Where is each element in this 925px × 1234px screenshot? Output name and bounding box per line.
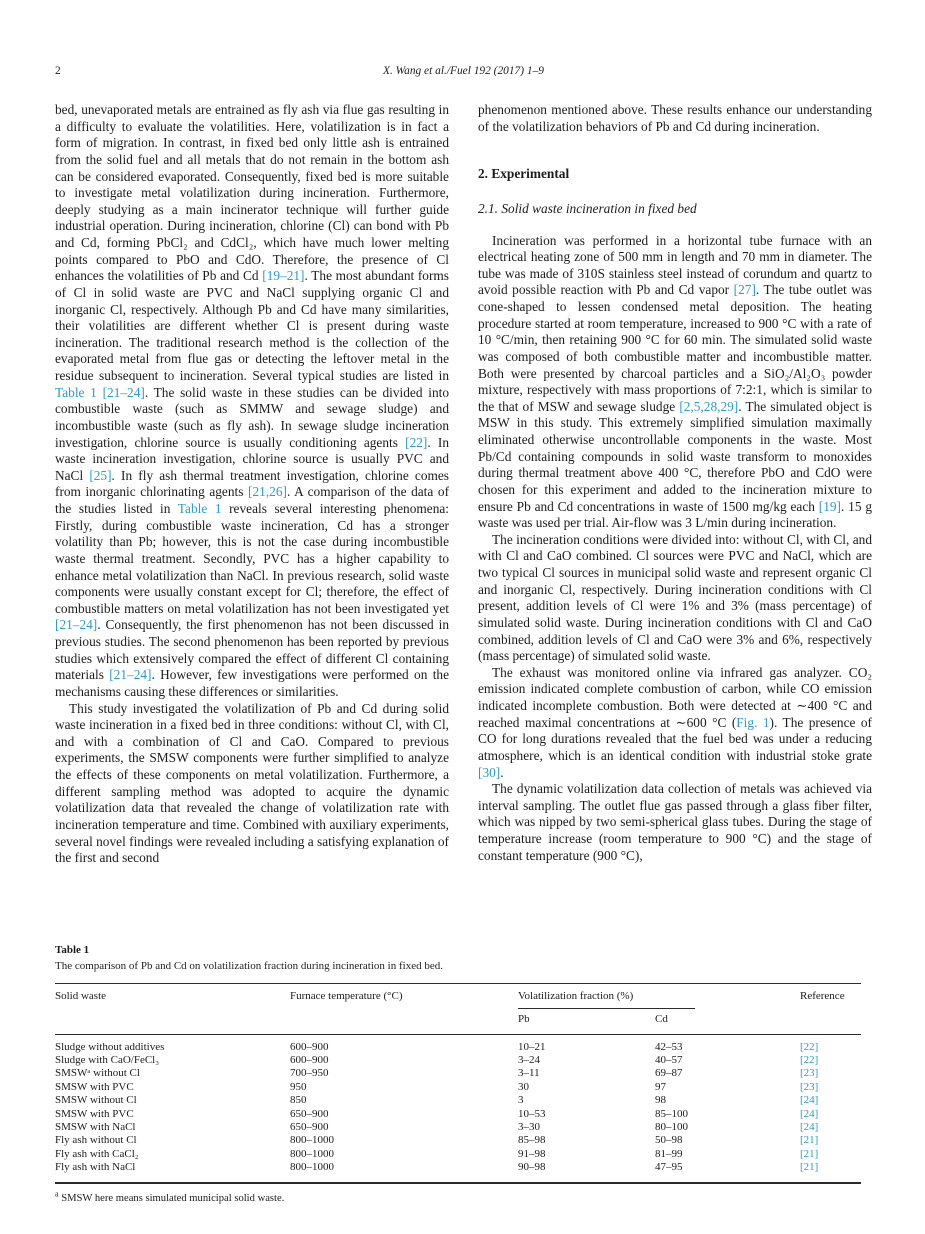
table-cell-pb: 10–21 [518,1040,546,1053]
table-cell-cd: 69–87 [655,1067,683,1080]
table-cell-cd: 80–100 [655,1121,688,1134]
table-cell-pb: 90–98 [518,1161,546,1174]
column-header-cd: Cd [655,1013,668,1026]
reference-link[interactable]: [21] [800,1134,819,1147]
running-header [55,65,872,81]
table-cell-cd: 47–95 [655,1161,683,1174]
table-cell-cd: 81–99 [655,1147,683,1160]
subsection-heading: 2.1. Solid waste incineration in fixed bed [478,200,697,216]
citation-link[interactable]: [27] [733,282,756,298]
table-cell-furnace-temp: 800–1000 [290,1134,334,1147]
table-cell-cd: 85–100 [655,1107,688,1120]
table-cell-cd: 97 [655,1080,666,1093]
table-cell-furnace-temp: 800–1000 [290,1147,334,1160]
table-row [55,1067,861,1080]
reference-link[interactable]: [22] [800,1054,819,1067]
left-column [55,102,449,867]
body-paragraph: The dynamic volatilization data collection of metals was achieved via interval sampling. The outlet flue gas passed through a glass fiber filter, which was nipped by two semi-spherical glass tubes. During the stage of temperature increase (room temperature to 900 °C) and the stage of constant temperature (900 °C), [478,781,872,863]
table-cell-solid-waste: Fly ash with NaCl [55,1161,136,1174]
body-paragraph: phenomenon mentioned above. These results enhance our understanding of the volatilization behaviors of Pb and Cd during incineration. [478,102,872,134]
citation-link[interactable]: [2,5,28,29] [679,398,739,414]
reference-link[interactable]: [23] [800,1067,819,1080]
table-cell-furnace-temp: 950 [290,1080,307,1093]
reference-link[interactable]: [21] [800,1147,819,1160]
column-header-furnace-temperature: Furnace temperature (°C) [290,989,403,1002]
citation-link[interactable]: Table 1 [55,384,97,400]
citation-link[interactable]: [25] [89,467,112,483]
table-cell-reference [800,1041,861,1054]
body-paragraph: This study investigated the volatilization of Pb and Cd during solid waste incineration in a fixed bed in three conditions: without Cl, with Cl, and with a combination of Cl and CaO. Compared to previous experiments, the SMSW components were further simplified to analyze the effects of these components on metal volatilization. Furthermore, a different sampling method was adopted to acquire the dynamic volatilization data that revealed the change of volatilization rate with incineration temperature and time. Combined with auxiliary experiments, several novel findings were revealed including a satisfying explanation of the first and second [55,700,449,866]
column-header-volatilization-fraction: Volatilization fraction (%) [518,990,800,1009]
table-cell-furnace-temp: 850 [290,1094,307,1107]
citation-link[interactable]: Fig. 1 [736,714,770,730]
table-cell-furnace-temp: 650–900 [290,1121,329,1134]
table-cell-furnace-temp: 800–1000 [290,1161,334,1174]
page-number: 2 [55,65,61,77]
table-cell-furnace-temp: 650–900 [290,1107,329,1120]
table-footnote [55,1189,861,1205]
table-body [55,1035,861,1182]
body-paragraph: bed, unevaporated metals are entrained as fly ash via flue gas resulting in a difficulty to evaluate the volatilities. Here, volatilization is in fact a form of migration. In contrast, in fixed bed only little ash is entrained from the solid fuel and all metals that do not remain in the bottom ash can be considered evaporated. Consequently, fixed bed is more suitable to investigate metal volatilization during incineration. Furthermore, deeply studying as a main incinerator technique will further guide industrial operation. During incineration, chlorine (Cl) can bond with Pb and Cd, forming PbCl₂ and CdCl₂, which have much lower melting points compared to PbO and CdO. Therefore, the presence of Cl enhances the volatilities of Pb and Cd [19–21]. The most abundant forms of Cl in solid waste are PVC and NaCl supplying organic Cl and inorganic Cl, respectively. Although Pb and Cd have many similarities, their volatilities are different whether Cl is present during waste incineration. The traditional research method is the collection of the evaporated metal from flue gas or detecting the leftover metal in the residue subsequent to incineration. Several typical studies are listed in Table 1 [21–24]. The solid waste in these studies can be divided into combustible waste (such as SMMW and sewage sludge) and incombustible waste (such as fly ash). In sewage sludge incineration investigation, chlorine source is usually conditioning agents [22]. In waste incineration investigation, chlorine source is usually PVC and NaCl [25]. In fly ash thermal treatment investigation, chlorine comes from inorganic chlorinating agents [21,26]. A comparison of the data of the studies listed in Table 1 reveals several interesting phenomena: Firstly, during combustible waste incineration, Cd has a stronger volatility than Pb; however, this is not the case during incombustible waste thermal treatment. Secondly, PVC has a higher capability to enhance metal volatilization than NaCl. In previous research, solid waste components were usually constant except for Cl; therefore, the effect of combustible matters on metal volatilization has not been investigated yet [21–24]. Consequently, the first phenomenon has not been discussed in previous studies. The second phenomenon has been reported by previous studies which extensively compared the effect of different Cl containing materials [21–24]. However, few investigations were performed on the mechanisms causing these differences or similarities. [55,102,450,699]
table-cell-pb: 3–24 [518,1054,540,1067]
table-cell-pb: 3 [518,1094,524,1107]
table-row [55,1134,861,1147]
table-cell-pb: 91–98 [518,1147,546,1160]
table-row [55,1094,861,1107]
citation-link[interactable]: [21–24] [109,667,152,683]
table-cell-solid-waste: Fly ash without Cl [55,1134,137,1147]
table-cell-cd: 50–98 [655,1134,683,1147]
table-cell-pb: 30 [518,1080,529,1093]
table-cell-pb: 10–53 [518,1107,546,1120]
table-cell-reference [800,1067,861,1080]
table-cell-solid-waste: SMSW without Cl [55,1094,137,1107]
table-cell-reference [800,1148,861,1161]
citation-link[interactable]: [21–24] [55,617,98,633]
table-cell-reference [800,1161,861,1174]
table-cell-solid-waste: Sludge without additives [55,1040,165,1053]
table-row [55,1161,861,1174]
column-header-pb: Pb [518,1013,530,1026]
table-header [55,984,861,1035]
reference-link[interactable]: [22] [800,1040,819,1053]
citation-link[interactable]: [21,26] [248,484,287,500]
citation-link[interactable]: [21–24] [102,384,145,400]
table-row [55,1148,861,1161]
reference-link[interactable]: [24] [800,1121,819,1134]
table-cell-cd: 40–57 [655,1054,683,1067]
citation-link[interactable]: [30] [478,764,501,780]
table-cell-pb: 85–98 [518,1134,546,1147]
citation-link[interactable]: [19–21] [262,268,305,284]
reference-link[interactable]: [24] [800,1094,819,1107]
table-cell-cd: 98 [655,1094,666,1107]
table-cell-solid-waste: SMSW with NaCl [55,1121,136,1134]
table-cell-cd: 42–53 [655,1040,683,1053]
table-cell-reference [800,1094,861,1107]
table-row [55,1054,861,1067]
table-cell-reference [800,1134,861,1147]
body-paragraph: Incineration was performed in a horizontal tube furnace with an electrical heating zone of 500 mm in length and 70 mm in diameter. The tube was made of 310S stainless steel instead of corundum and quartz to avoid possible reaction with Pb and Cd vapor [27]. The tube outlet was cone-shaped to lessen condensed metal deposition. The heating procedure started at room temperature, increased to 900 °C with a rate of 10 °C/min, then retaining 900 °C for 60 min. The simulated solid waste was composed of both combustible matter and incombustible matter. Both were presented by charcoal particles and a SiO₂/Al₂O₃ powder mixture, respectively with mass proportions of 7:2:1, which is similar to the that of MSW and sewage sludge [2,5,28,29]. The simulated object is MSW in this study. This extremely simplified simulation maximally eliminated otherwise uncontrollable components in the waste. Most Pb/Cd containing compounds in solid waste transform to monoxides during thermal treatment above 400 °C, therefore PbO and CdO were chosen for this experiment and added to the incineration mixture to ensure Pb and Cd concentrations in waste of 1500 mg/kg each [19]. 15 g waste was used per trial. Air-flow was 3 L/min during incineration. [478,232,872,531]
citation-link[interactable]: Table 1 [177,501,222,516]
citation-link[interactable]: [19] [818,498,841,514]
reference-link[interactable]: [21] [800,1161,819,1174]
table-cell-solid-waste: SMSWᵃ without Cl [55,1067,140,1080]
table-cell-furnace-temp: 600–900 [290,1040,329,1053]
section-heading: 2. Experimental [478,166,570,182]
table-cell-reference [800,1121,861,1134]
running-head: X. Wang et al./Fuel 192 (2017) 1–9 [383,65,544,77]
table-1 [55,944,861,1205]
table-row [55,1121,861,1134]
table-cell-solid-waste: Fly ash with CaCl₂ [55,1147,139,1160]
reference-link[interactable]: [23] [800,1080,819,1093]
table-row [55,1081,861,1094]
table-cell-solid-waste: SMSW with PVC [55,1080,134,1093]
table-row [55,1108,861,1121]
table-row [55,1041,861,1054]
table-label: Table 1 [55,944,90,956]
right-column [478,102,872,864]
column-header-solid-waste: Solid waste [55,989,107,1002]
table-cell-reference [800,1054,861,1067]
table-cell-pb: 3–30 [518,1121,540,1134]
table-cell-solid-waste: SMSW with PVC [55,1107,134,1120]
footnote-text: SMSW here means simulated municipal solid waste. [61,1192,285,1204]
body-paragraph: The exhaust was monitored online via infrared gas analyzer. CO₂ emission indicated complete combustion of carbon, while CO emission indicated incomplete combustion. Both were detected at ∼400 °C and reached maximal concentrations at ∼600 °C (Fig. 1). The presence of CO for long durations revealed that the fuel bed was under a reducing atmosphere, which is an identical condition with industrial stoke grate [30]. [478,664,873,780]
footnote-marker: a [55,1189,59,1199]
table-cell-reference [800,1108,861,1121]
table-cell-pb: 3–11 [518,1067,540,1080]
table-cell-furnace-temp: 700–950 [290,1067,329,1080]
table-grid [55,983,861,1184]
body-paragraph: The incineration conditions were divided into: without Cl, with Cl, and with Cl and CaO combined. Cl sources were PVC and NaCl, which are two typical Cl sources in municipal solid waste and represent organic Cl and inorganic Cl, respectively. During incineration conditions with Cl present, addition levels of Cl were 1% and 3% (mass percentage) of simulated solid waste. During incineration conditions with Cl and CaO combined, addition levels of Cl and CaO were 3% and 6%, respectively (mass percentage) of simulated solid waste. [478,531,872,664]
table-cell-solid-waste: Sludge with CaO/FeCl₃ [55,1054,160,1067]
reference-link[interactable]: [24] [800,1107,819,1120]
table-cell-reference [800,1081,861,1094]
table-cell-furnace-temp: 600–900 [290,1054,329,1067]
column-header-reference: Reference [800,989,845,1002]
table-caption: The comparison of Pb and Cd on volatilization fraction during incineration in fixed bed. [55,960,443,973]
citation-link[interactable]: [22] [405,434,428,450]
